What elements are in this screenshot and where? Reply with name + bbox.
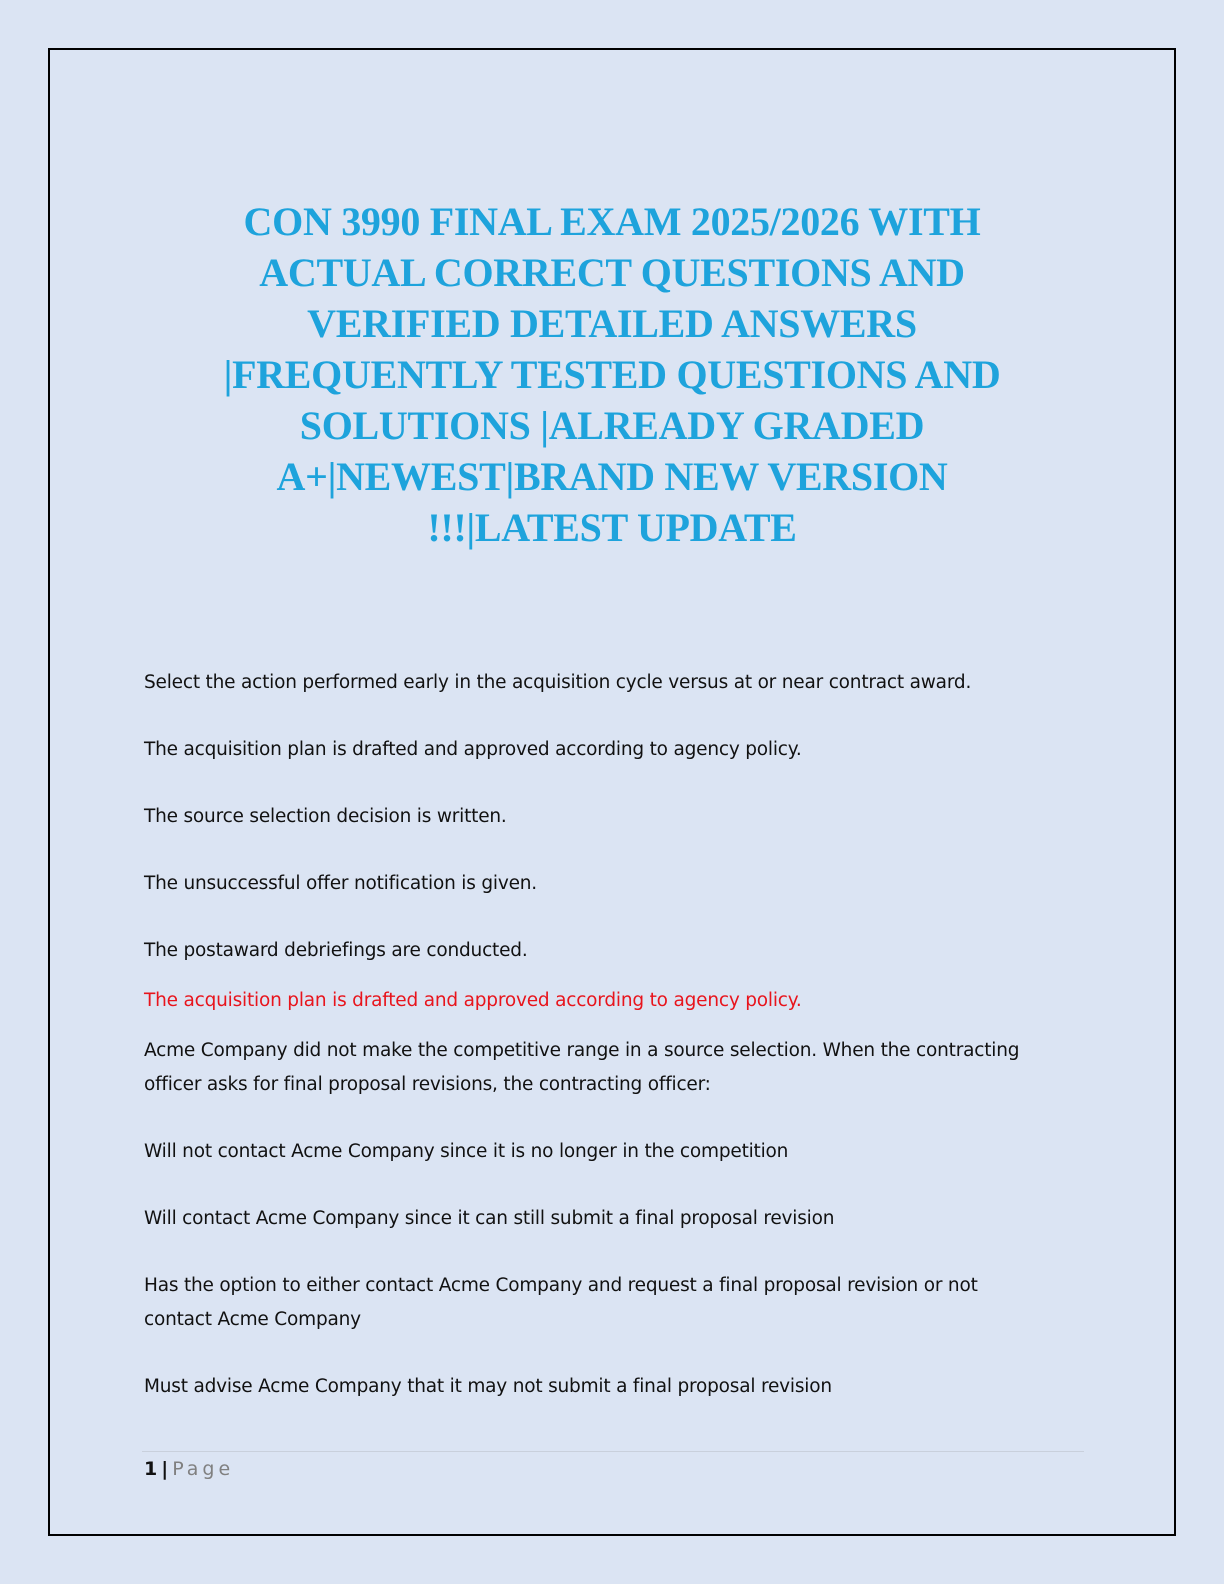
page-number: 1 bbox=[144, 1458, 158, 1480]
page-label: Page bbox=[172, 1458, 235, 1480]
title-line: VERIFIED DETAILED ANSWERS bbox=[307, 301, 917, 346]
footer-divider bbox=[142, 1451, 1084, 1452]
title-line: SOLUTIONS |ALREADY GRADED bbox=[299, 403, 925, 448]
title-line: ACTUAL CORRECT QUESTIONS AND bbox=[259, 250, 965, 295]
document-title bbox=[180, 196, 1044, 553]
question-1: Select the action performed early in the acquisition cycle versus at or near contract award. bbox=[144, 672, 972, 693]
question-2-line: officer asks for final proposal revisions, the contracting officer: bbox=[144, 1074, 711, 1095]
question-1-option: The postaward debriefings are conducted. bbox=[144, 940, 528, 961]
title-line: !!!|LATEST UPDATE bbox=[427, 505, 797, 550]
question-1-option: The acquisition plan is drafted and approved according to agency policy. bbox=[144, 739, 802, 760]
title-line: A+|NEWEST|BRAND NEW VERSION bbox=[276, 454, 948, 499]
title-line: |FREQUENTLY TESTED QUESTIONS AND bbox=[223, 352, 1001, 397]
footer-separator: | bbox=[161, 1458, 169, 1480]
question-2-line: Acme Company did not make the competitive range in a source selection. When the contracting bbox=[144, 1040, 1020, 1061]
question-1-option: The source selection decision is written. bbox=[144, 806, 507, 827]
question-2-option-line: Has the option to either contact Acme Company and request a final proposal revision or not bbox=[144, 1275, 978, 1296]
question-2-option-line: contact Acme Company bbox=[144, 1309, 361, 1330]
question-2-option: Will contact Acme Company since it can still submit a final proposal revision bbox=[144, 1208, 835, 1229]
question-1-option: The unsuccessful offer notification is given. bbox=[144, 873, 537, 894]
question-1-answer: The acquisition plan is drafted and approved according to agency policy. bbox=[144, 990, 802, 1011]
title-line: CON 3990 FINAL EXAM 2025/2026 WITH bbox=[243, 199, 981, 244]
question-2-option: Will not contact Acme Company since it is no longer in the competition bbox=[144, 1141, 789, 1162]
question-2-option: Must advise Acme Company that it may not submit a final proposal revision bbox=[144, 1376, 832, 1397]
page-footer bbox=[144, 1454, 234, 1484]
